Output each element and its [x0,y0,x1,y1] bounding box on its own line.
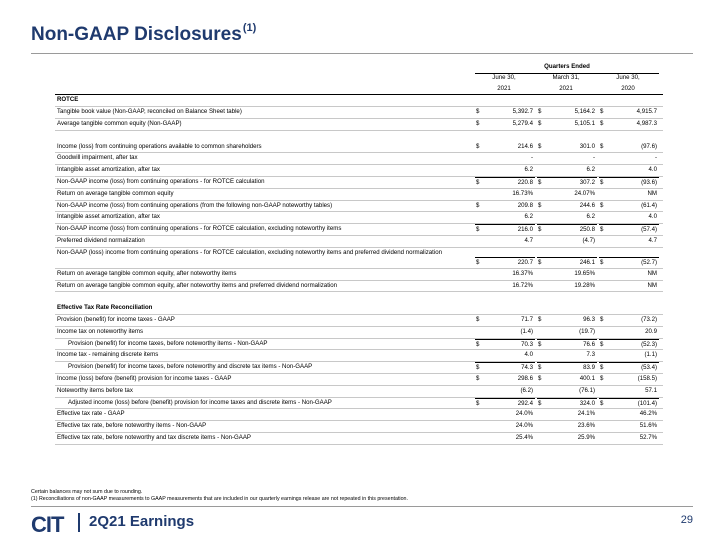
row-label: Income tax - remaining discrete items [57,351,159,359]
currency-symbol: $ [476,258,480,266]
cell-value: 5,164.2 [574,108,595,116]
currency-symbol: $ [600,399,604,407]
cell-value: 74.3 [521,364,533,372]
row-label: ROTCE [57,96,79,104]
cell-value: 4.0 [648,166,657,174]
currency-symbol: $ [476,364,480,372]
cell-value: 24.07% [574,189,595,197]
col-header-date: March 31, [552,73,580,81]
footnote-rounding: Certain balances may not sum due to rounding. [31,489,143,495]
currency-symbol: $ [538,119,542,127]
cell-value: 214.6 [517,142,533,150]
cell-value: (19.7) [579,327,595,335]
currency-symbol: $ [600,142,604,150]
cell-value: 4.0 [524,351,533,359]
currency-symbol: $ [600,108,604,116]
table-row [55,315,663,327]
cell-value: 307.2 [579,178,595,186]
cell-value: (93.6) [641,178,657,186]
cell-value: NM [647,281,657,289]
row-label: Tangible book value (Non-GAAP, reconciled on Balance Sheet table) [57,108,242,116]
currency-symbol: $ [538,258,542,266]
currency-symbol: $ [476,374,480,382]
row-label: Income (loss) from continuing operations available to common shareholders [57,142,262,150]
table-row [55,409,663,421]
cell-value: 6.2 [524,213,533,221]
table-row [55,153,663,165]
currency-symbol: $ [538,201,542,209]
cell-value: NM [647,269,657,277]
cell-value: (52.3) [641,340,657,348]
cell-value: 70.3 [521,340,533,348]
value-cell [475,177,535,186]
row-label: Noteworthy items before tax [57,386,133,394]
cell-value: 25.9% [577,433,595,441]
value-cell [599,398,659,407]
currency-symbol: $ [538,340,542,348]
cell-value: 216.0 [517,226,533,234]
row-label: Effective tax rate, before noteworthy items - Non-GAAP [57,422,207,430]
value-cell [599,224,659,234]
table-row [55,398,663,410]
cell-value: 19.28% [574,281,595,289]
row-label: Effective tax rate - GAAP [57,410,125,418]
cell-value: 5,392.7 [512,108,533,116]
col-header-date: June 30, [492,73,516,81]
currency-symbol: $ [538,108,542,116]
logo-separator [78,513,80,532]
table-row [55,119,663,131]
value-cell [475,339,535,348]
value-cell [537,362,597,372]
cell-value: 4.7 [524,236,533,244]
row-label: Effective Tax Rate Reconciliation [57,304,153,312]
cell-value: 4.0 [648,213,657,221]
cell-value: 244.6 [579,201,595,209]
value-cell [475,224,535,234]
non-gaap-table [55,62,663,445]
value-cell [537,339,597,348]
currency-symbol: $ [538,142,542,150]
cell-value: 19.65% [574,269,595,277]
value-cell [599,177,659,186]
value-cell [537,177,597,186]
cell-value: NM [647,189,657,197]
table-header-years [55,84,663,96]
row-label: Provision (benefit) for income taxes, before noteworthy and discrete tax items - Non-GAAP [68,363,313,371]
cell-value: (57.4) [641,226,657,234]
cell-value: 6.2 [586,213,595,221]
row-label: Preferred dividend normalization [57,236,145,244]
cell-value: 7.3 [586,351,595,359]
cell-value: 4,987.3 [636,119,657,127]
row-label: Goodwill impairment, after tax [57,154,138,162]
table-row [55,201,663,213]
cell-value: 4,915.7 [636,108,657,116]
currency-symbol: $ [476,142,480,150]
cell-value: (101.4) [637,399,657,407]
cell-value: 51.6% [639,422,657,430]
cell-value: (76.1) [579,386,595,394]
table-row [55,189,663,201]
cell-value: (53.4) [641,364,657,372]
table-row [55,421,663,433]
value-cell [537,398,597,407]
cell-value: - [592,154,595,162]
cell-value: 220.7 [517,258,533,266]
table-row [55,433,663,445]
table-row [55,177,663,189]
cell-value: 24.1% [577,410,595,418]
col-header-year: 2021 [497,84,511,92]
col-header-year: 2021 [559,84,573,92]
currency-symbol: $ [600,119,604,127]
cell-value: 5,105.1 [574,119,595,127]
cell-value: 46.2% [639,410,657,418]
spacer-row [55,292,663,303]
table-row [55,350,663,362]
value-cell [537,257,597,266]
value-cell [599,362,659,372]
currency-symbol: $ [476,340,480,348]
cell-value: (52.7) [641,258,657,266]
cell-value: 220.8 [517,178,533,186]
cell-value: (6.2) [520,386,533,394]
table-row [55,142,663,154]
currency-symbol: $ [538,399,542,407]
page-number: 29 [680,514,693,526]
cell-value: 6.2 [524,166,533,174]
cell-value: (61.4) [641,201,657,209]
cell-value: 16.37% [512,269,533,277]
cell-value: 5,279.4 [512,119,533,127]
row-label: Effective tax rate, before noteworthy and tax discrete items - Non-GAAP [57,433,251,441]
row-label: Adjusted income (loss) before (benefit) provision for income taxes and discrete items - Non-GAAP [68,398,332,406]
currency-symbol: $ [476,178,480,186]
value-cell [599,339,659,348]
table-row [55,165,663,177]
cell-value: 209.8 [517,201,533,209]
table-row [55,248,663,269]
cell-value: 24.0% [515,422,533,430]
cell-value: 298.6 [517,374,533,382]
table-header-dates [55,73,663,84]
currency-symbol: $ [476,119,480,127]
cell-value: 20.9 [645,327,657,335]
cell-value: (97.6) [641,142,657,150]
quarters-ended-header: Quarters Ended [475,62,659,74]
table-header-group [55,62,663,73]
cell-value: 96.3 [583,315,595,323]
cell-value: 4.7 [648,236,657,244]
row-label: Provision (benefit) for income taxes - GAAP [57,315,175,323]
value-cell [475,398,535,407]
col-header-date: June 30, [616,73,640,81]
table-row [55,224,663,236]
cell-value: - [530,154,533,162]
footnotes [31,489,408,503]
row-label: Return on average tangible common equity, after noteworthy items and preferred dividend normalization [57,281,338,289]
cell-value: 25.4% [515,433,533,441]
cell-value: 52.7% [639,433,657,441]
currency-symbol: $ [600,201,604,209]
table-row [55,107,663,119]
currency-symbol: $ [600,258,604,266]
page-title: Non-GAAP Disclosures$^{(1)}$ [31,22,257,45]
cell-value: (4.7) [582,236,595,244]
table-row [55,212,663,224]
col-header-year: 2020 [621,84,635,92]
cell-value: 6.2 [586,166,595,174]
value-cell [599,257,659,266]
cell-value: (158.5) [637,374,657,382]
currency-symbol: $ [600,374,604,382]
spacer-row [55,131,663,142]
row-label: Income tax on noteworthy items [57,327,144,335]
value-cell [475,257,535,266]
row-label: Income (loss) before (benefit) provision for income taxes - GAAP [57,374,232,382]
cell-value: 23.6% [577,422,595,430]
currency-symbol: $ [600,340,604,348]
cell-value: 301.0 [579,142,595,150]
currency-symbol: $ [600,364,604,372]
cell-value: 246.1 [579,258,595,266]
table-row [55,374,663,386]
footnote-1: (1) Reconciliations of non-GAAP measurements to GAAP measurements that are included in our quarterly earnings release are not repeated in this presentation. [31,496,408,502]
row-label: Intangible asset amortization, after tax [57,213,160,221]
cell-value: 250.8 [579,226,595,234]
row-label: Non-GAAP (loss) income from continuing operations - for ROTCE calculation, excluding noteworthy items and preferred dividend normalization [57,248,442,256]
currency-symbol: $ [538,226,542,234]
cell-value: - [654,154,657,162]
row-label: Non-GAAP income (loss) from continuing operations (from the following non-GAAP noteworthy tables) [57,201,333,209]
footnote-marker: (1) [242,22,257,34]
currency-symbol: $ [600,315,604,323]
currency-symbol: $ [476,201,480,209]
cell-value: (1.1) [644,351,657,359]
table-row [55,236,663,248]
section-header-row [55,95,663,107]
table-row [55,339,663,351]
table-row [55,386,663,398]
cell-value: (73.2) [641,315,657,323]
cit-logo: CIT [31,512,64,537]
currency-symbol: $ [538,364,542,372]
value-cell [537,224,597,234]
cell-value: 76.6 [583,340,595,348]
row-label: Intangible asset amortization, after tax [57,166,160,174]
cell-value: (1.4) [520,327,533,335]
cell-value: 16.73% [512,189,533,197]
row-label: Non-GAAP income (loss) from continuing operations - for ROTCE calculation, excluding noteworthy items [57,225,342,233]
title-divider [31,53,693,54]
currency-symbol: $ [538,178,542,186]
currency-symbol: $ [538,374,542,382]
cell-value: 24.0% [515,410,533,418]
row-label: Provision (benefit) for income taxes, before noteworthy items - Non-GAAP [68,339,268,347]
footer-divider [31,506,693,507]
cell-value: 16.72% [512,281,533,289]
currency-symbol: $ [476,226,480,234]
currency-symbol: $ [476,315,480,323]
table-row [55,269,663,281]
currency-symbol: $ [600,226,604,234]
value-cell [475,362,535,372]
row-label: Non-GAAP income (loss) from continuing operations - for ROTCE calculation [57,177,265,185]
section-header-row [55,303,663,315]
table-row [55,362,663,374]
cell-value: 292.4 [517,399,533,407]
cell-value: 57.1 [645,386,657,394]
cell-value: 83.9 [583,364,595,372]
table-row [55,281,663,293]
row-label: Return on average tangible common equity, after noteworthy items [57,269,237,277]
currency-symbol: $ [476,108,480,116]
currency-symbol: $ [600,178,604,186]
cell-value: 324.0 [579,399,595,407]
cell-value: 71.7 [521,315,533,323]
deck-title: 2Q21 Earnings [89,513,195,530]
row-label: Return on average tangible common equity [57,189,174,197]
currency-symbol: $ [476,399,480,407]
table-row [55,327,663,339]
cell-value: 400.1 [579,374,595,382]
currency-symbol: $ [538,315,542,323]
row-label: Average tangible common equity (Non-GAAP) [57,119,182,127]
